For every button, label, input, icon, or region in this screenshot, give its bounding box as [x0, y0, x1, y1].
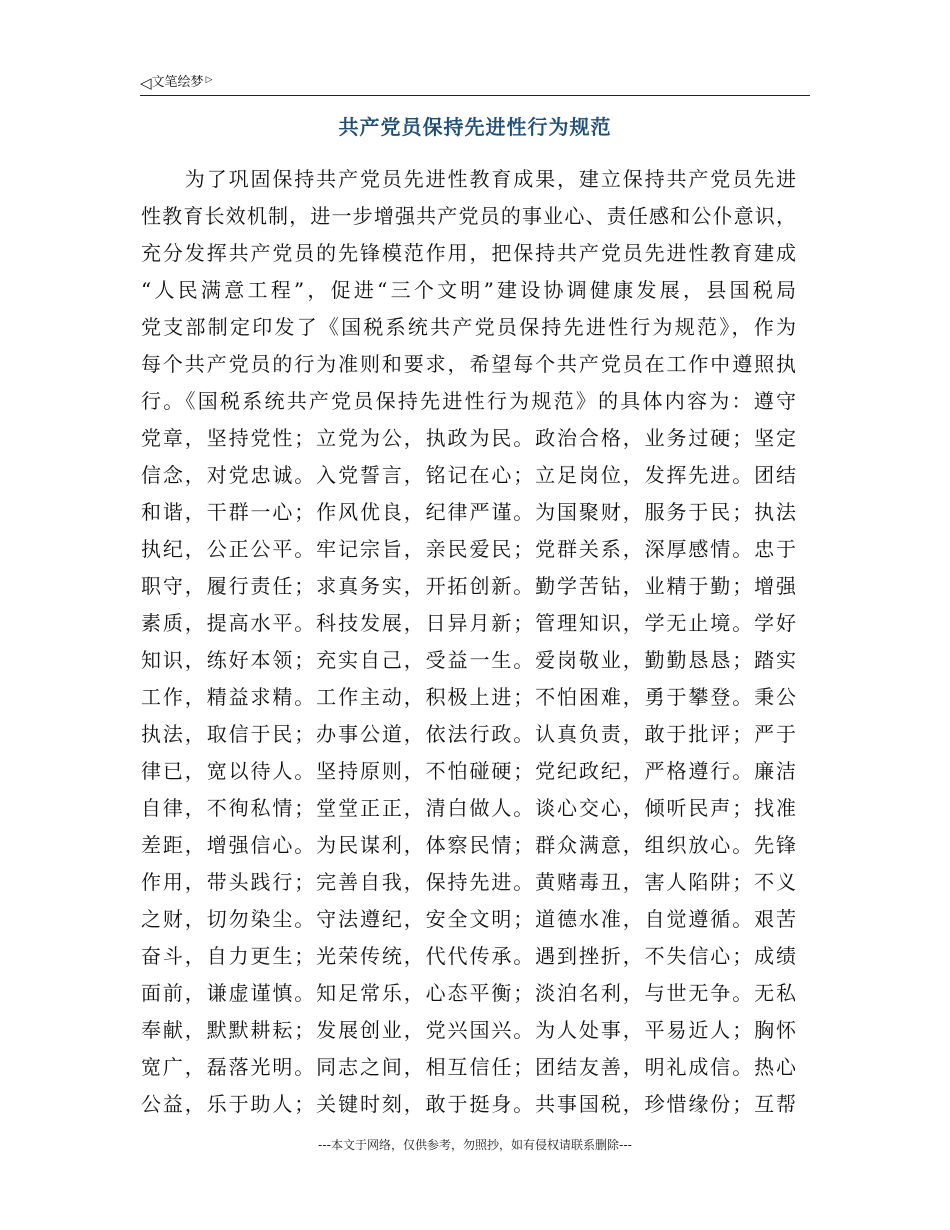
body-line: 奋斗，自力更生；光荣传统，代代传承。遇到挫折，不失信心；成绩 — [141, 944, 796, 968]
body-line: 素质，提高水平。科技发展，日异月新；管理知识，学无止境。学好 — [141, 611, 796, 635]
body-line: 充分发挥共产党员的先锋模范作用，把保持共产党员先进性教育建成 — [141, 241, 796, 265]
right-triangle-icon: ▷ — [205, 75, 213, 85]
body-line: “人民满意工程”，促进“三个文明”建设协调健康发展，县国税局 — [141, 278, 796, 302]
body-line: 执法，取信于民；办事公道，依法行政。认真负责，敢于批评；严于 — [141, 722, 796, 746]
body-line: 和谐，干群一心；作风优良，纪律严谨。为国聚财，服务于民；执法 — [141, 500, 796, 524]
body-line: 党章，坚持党性；立党为公，执政为民。政治合格，业务过硬；坚定 — [141, 426, 796, 450]
body-line: 面前，谦虚谨慎。知足常乐，心态平衡；淡泊名利，与世无争。无私 — [141, 981, 796, 1005]
body-line: 知识，练好本领；充实自己，受益一生。爱岗敬业，勤勤恳恳；踏实 — [141, 648, 796, 672]
body-line: 公益，乐于助人；关键时刻，敢于挺身。共事国税，珍惜缘份；互帮 — [141, 1092, 796, 1116]
body-line: 行。《国税系统共产党员保持先进性行为规范》的具体内容为：遵守 — [141, 389, 796, 413]
body-line: 为了巩固保持共产党员先进性教育成果，建立保持共产党员先进 — [141, 167, 796, 191]
page-header — [140, 73, 810, 96]
left-triangle-icon: ◁ — [140, 74, 152, 92]
footer-disclaimer: ---本文于网络，仅供参考，勿照抄，如有侵权请联系删除--- — [318, 1138, 632, 1152]
document-title: 共产党员保持先进性行为规范 — [338, 115, 612, 139]
body-line: 执纪，公正公平。牢记宗旨，亲民爱民；党群关系，深厚感情。忠于 — [141, 537, 796, 561]
body-line: 党支部制定印发了《国税系统共产党员保持先进性行为规范》，作为 — [141, 315, 796, 339]
body-line: 宽广，磊落光明。同志之间，相互信任；团结友善，明礼成信。热心 — [141, 1055, 796, 1079]
brand-name: 文笔绘梦 — [151, 75, 204, 90]
body-line: 自律，不徇私情；堂堂正正，清白做人。谈心交心，倾听民声；找准 — [141, 796, 796, 820]
body-line: 信念，对党忠诚。入党誓言，铭记在心；立足岗位，发挥先进。团结 — [141, 463, 796, 487]
body-line: 职守，履行责任；求真务实，开拓创新。勤学苦钻，业精于勤；增强 — [141, 574, 796, 598]
body-line: 工作，精益求精。工作主动，积极上进；不怕困难，勇于攀登。秉公 — [141, 685, 796, 709]
body-line: 每个共产党员的行为准则和要求，希望每个共产党员在工作中遵照执 — [141, 352, 796, 376]
brand-mark — [140, 73, 212, 93]
body-line: 之财，切勿染尘。守法遵纪，安全文明；道德水准，自觉遵循。艰苦 — [141, 907, 796, 931]
body-line: 律已，宽以待人。坚持原则，不怕碰硬；党纪政纪，严格遵行。廉洁 — [141, 759, 796, 783]
document-body — [141, 161, 796, 1123]
body-line: 性教育长效机制，进一步增强共产党员的事业心、责任感和公仆意识， — [141, 204, 796, 228]
body-line: 作用，带头践行；完善自我，保持先进。黄赌毒丑，害人陷阱；不义 — [141, 870, 796, 894]
body-line: 差距，增强信心。为民谋利，体察民情；群众满意，组织放心。先锋 — [141, 833, 796, 857]
body-line: 奉献，默默耕耘；发展创业，党兴国兴。为人处事，平易近人；胸怀 — [141, 1018, 796, 1042]
